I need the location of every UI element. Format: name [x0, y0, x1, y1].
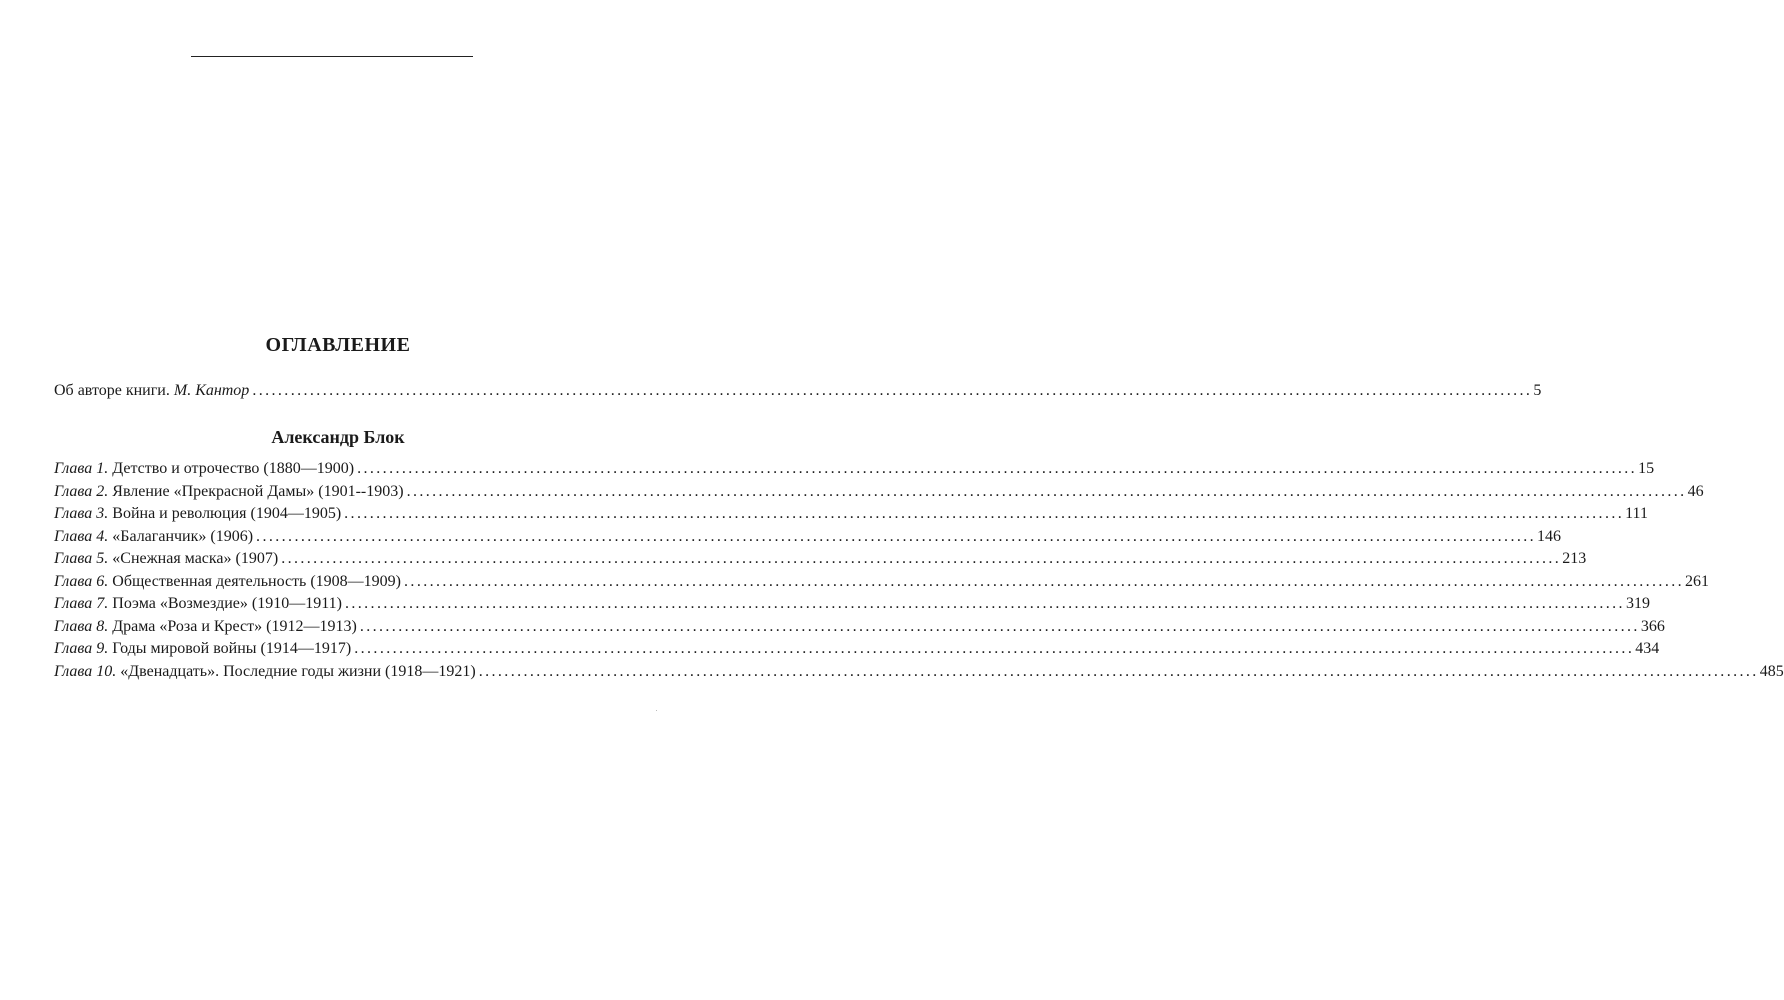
dot-leader: ........................................................................................................................................................................................................ [359, 617, 1640, 635]
chapter-title: «Балаганчик» (1906) [112, 527, 254, 545]
scan-speck [656, 710, 657, 711]
toc-entry-label [54, 526, 253, 549]
dot-leader: ........................................................................................................................................................................................................ [404, 572, 1685, 590]
dot-leader: ........................................................................................................................................................................................................ [256, 527, 1537, 545]
toc-entry-label [54, 458, 354, 481]
toc-page-number: 213 [1562, 550, 1587, 567]
top-rule [191, 56, 473, 57]
chapter-title: «Снежная маска» (1907) [112, 550, 279, 567]
chapter-prefix: Глава 7. [54, 595, 109, 612]
chapter-prefix: Глава 9. [54, 640, 109, 657]
toc-page-number: 319 [1625, 595, 1650, 612]
chapter-prefix: Глава 4. [54, 527, 109, 545]
chapter-prefix: Глава 10. [54, 662, 117, 680]
toc-page-number: 261 [1685, 572, 1710, 590]
chapter-prefix: Глава 5. [54, 550, 109, 567]
toc-page-number: 366 [1640, 617, 1665, 635]
toc-entry-label [54, 548, 278, 571]
dot-leader: ........................................................................................................................................................................................................ [354, 640, 1635, 657]
toc-entry-label [54, 616, 357, 639]
toc-page-number: 15 [1638, 460, 1655, 477]
dot-leader: ........................................................................................................................................................................................................ [478, 662, 1759, 680]
toc-entry-label [54, 503, 341, 526]
toc-page-number: 111 [1625, 505, 1648, 522]
toc-entry-chapter[interactable] [54, 503, 1648, 526]
toc-entry-chapter[interactable] [54, 481, 1704, 504]
toc-page-number: 5 [1533, 382, 1542, 399]
chapter-title: Детство и отрочество (1880—1900) [112, 460, 355, 477]
toc-entry-chapter[interactable] [54, 638, 1660, 661]
section-title: Александр Блок [271, 427, 405, 447]
chapter-list [54, 458, 1784, 683]
chapter-prefix: Глава 1. [54, 460, 109, 477]
dot-leader: ........................................................................................................................................................................................................ [344, 595, 1625, 612]
dot-leader: ........................................................................................................................................................................................................ [406, 482, 1687, 500]
toc-entry-chapter[interactable] [54, 661, 1784, 684]
toc-page-number: 434 [1635, 640, 1660, 657]
chapter-title: Поэма «Возмездие» (1910—1911) [112, 595, 342, 612]
chapter-title: Явление «Прекрасной Дамы» (1901--1903) [112, 482, 404, 500]
toc-page-number: 146 [1537, 527, 1562, 545]
toc-entry-chapter[interactable] [54, 571, 1710, 594]
chapter-title: Общественная деятельность (1908—1909) [112, 572, 402, 590]
toc-entry-chapter[interactable] [54, 526, 1562, 549]
chapter-title: Война и революция (1904—1905) [112, 505, 342, 522]
dot-leader: ........................................................................................................................................................................................................ [252, 382, 1533, 399]
dot-leader: ........................................................................................................................................................................................................ [281, 550, 1562, 567]
dot-leader: ........................................................................................................................................................................................................ [357, 460, 1638, 477]
chapter-prefix: Глава 3. [54, 505, 109, 522]
toc-entry-chapter[interactable] [54, 593, 1650, 616]
toc-entry-label [54, 481, 404, 504]
about-label: Об авторе книги. [54, 382, 170, 399]
page-title: ОГЛАВЛЕНИЕ [265, 334, 411, 356]
chapter-prefix: Глава 2. [54, 482, 109, 500]
toc-entry-label [54, 593, 342, 616]
chapter-title: «Двенадцать». Последние годы жизни (1918—1921) [120, 662, 476, 680]
toc-entry-label [54, 638, 351, 661]
chapter-title: Годы мировой войны (1914—1917) [112, 640, 352, 657]
toc-entry-label [54, 661, 476, 684]
about-author: М. Кантор [173, 382, 250, 399]
toc-page-number: 485 [1759, 662, 1784, 680]
toc-entry-chapter[interactable] [54, 548, 1587, 571]
toc-entry-label [54, 381, 249, 401]
toc-page-number: 46 [1687, 482, 1704, 500]
toc-entry-chapter[interactable] [54, 458, 1655, 481]
toc-entry-about[interactable] [54, 381, 1542, 401]
toc-entry-label [54, 571, 401, 594]
chapter-title: Драма «Роза и Крест» (1912—1913) [112, 617, 357, 635]
toc-entry-chapter[interactable] [54, 616, 1665, 639]
dot-leader: ........................................................................................................................................................................................................ [344, 505, 1625, 522]
chapter-prefix: Глава 8. [54, 617, 109, 635]
chapter-prefix: Глава 6. [54, 572, 109, 590]
